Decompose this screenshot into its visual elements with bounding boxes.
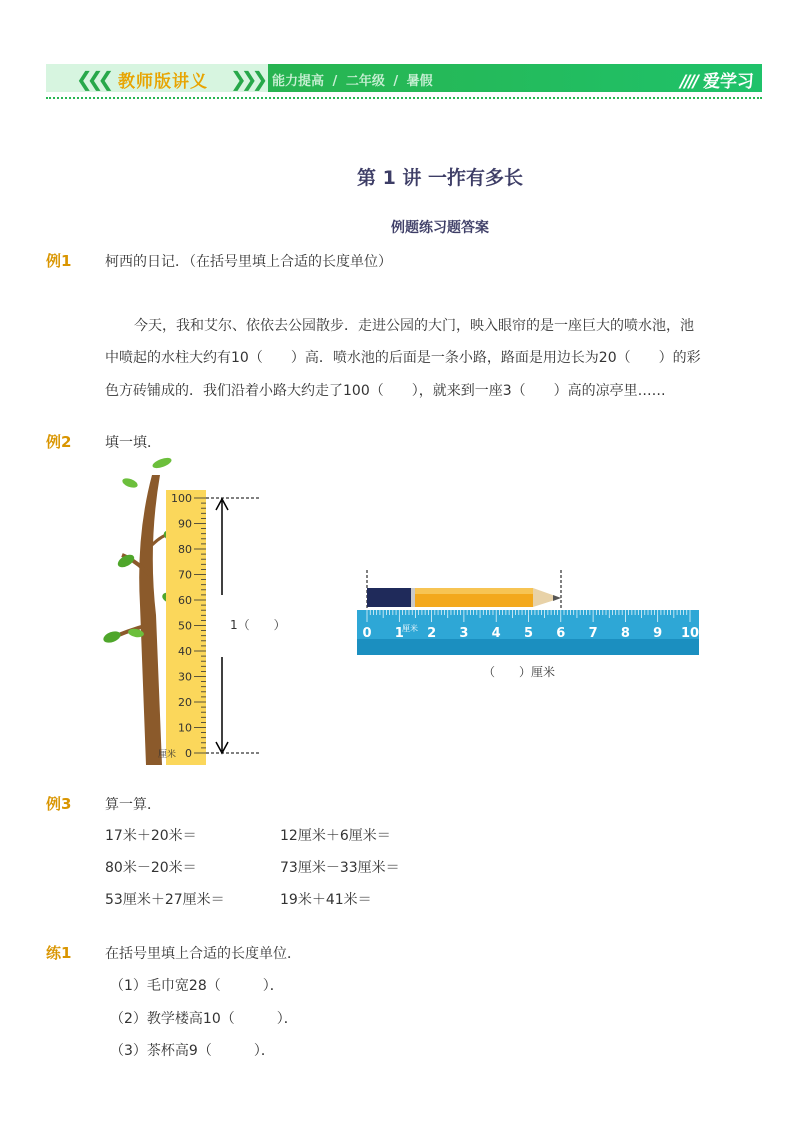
pencil-lead: [553, 595, 561, 601]
logo: [680, 67, 754, 92]
tree-ruler-figure: [100, 455, 330, 770]
pencil-eraser: [367, 588, 411, 607]
pencil-ruler-figure: [355, 565, 705, 685]
example1-prompt: 柯西的日记．（在括号里填上合适的长度单位）: [105, 254, 392, 270]
practice1-prompt: 在括号里填上合适的长度单位．: [105, 946, 301, 962]
page-title: 第 1 讲 一拃有多长: [356, 167, 524, 189]
practice1-item-1: （1）毛巾宽28（ ）．: [110, 978, 284, 994]
practice1-item-2: （2）教学楼高10（ ）．: [110, 1011, 298, 1027]
breadcrumb: [272, 70, 437, 89]
horizontal-ruler-label: 0: [362, 626, 372, 641]
pencil-band: [411, 588, 415, 607]
leaf: [151, 456, 173, 470]
horizontal-ruler-label: 1: [394, 626, 404, 641]
vertical-ruler-label: 90: [178, 517, 192, 531]
crumb-level: 能力提高: [272, 74, 325, 89]
page-subtitle: 例题练习题答案: [391, 220, 489, 236]
tree-trunk: [139, 475, 162, 765]
vertical-ruler-label: 20: [178, 696, 192, 709]
horizontal-ruler-label: 2: [427, 626, 437, 641]
example2-label: 例2: [46, 433, 72, 451]
vertical-ruler-label: 0: [185, 747, 192, 760]
horizontal-ruler-shade: [357, 639, 699, 655]
vertical-ruler-label: 30: [178, 670, 192, 684]
example3-prompt: 算一算．: [105, 797, 161, 813]
vertical-ruler-label: 10: [178, 721, 192, 735]
horizontal-ruler-label: 10: [680, 626, 700, 641]
calc-3: 80米－20米＝: [105, 860, 197, 876]
horizontal-ruler-label: 6: [556, 626, 566, 641]
horizontal-ruler-label: 4: [491, 626, 501, 641]
calc-5: 53厘米＋27厘米＝: [105, 892, 225, 908]
example1-label: 例1: [46, 252, 72, 270]
header-bar: [46, 64, 762, 92]
leaf: [121, 477, 139, 490]
horizontal-ruler-unit: 厘米: [402, 624, 418, 633]
header-divider: [46, 97, 762, 99]
crumb-term: 暑假: [406, 74, 433, 89]
logo-mark-icon: ////: [680, 72, 697, 92]
horizontal-ruler-label: 9: [653, 626, 663, 641]
vertical-ruler-label: 70: [178, 568, 192, 582]
practice1-item-3: （3）茶杯高9（ ）．: [110, 1043, 275, 1059]
example3-label: 例3: [46, 795, 72, 813]
header-title: 教师版讲义: [118, 72, 208, 92]
horizontal-ruler-label: 8: [620, 626, 630, 641]
vertical-ruler-label: 80: [178, 543, 192, 556]
crumb-sep: /: [332, 74, 338, 89]
crumb-grade: 二年级: [345, 74, 385, 89]
vertical-ruler-label: 60: [178, 594, 192, 607]
practice1-label: 练1: [46, 944, 72, 962]
vertical-ruler-label: 100: [171, 492, 192, 505]
measure-label: 1（ ）: [230, 618, 286, 632]
calc-1: 17米＋20米＝: [105, 828, 197, 844]
calc-2: 12厘米＋6厘米＝: [280, 828, 391, 844]
pencil-answer-label: （ ）厘米: [483, 665, 556, 679]
chevron-left-icon: ❮❮❮: [76, 67, 109, 91]
horizontal-ruler-label: 7: [588, 626, 598, 641]
calc-6: 19米＋41米＝: [280, 892, 372, 908]
logo-text: 爱学习: [703, 72, 754, 92]
example1-line-2: 中喷起的水柱大约有10（ ）高．喷水池的后面是一条小路，路面是用边长为20（ ）的彩: [105, 350, 701, 366]
crumb-sep: /: [393, 74, 399, 89]
pencil-body-stripe: [415, 588, 533, 594]
calc-4: 73厘米－33厘米＝: [280, 860, 400, 876]
vertical-ruler-label: 40: [178, 645, 192, 658]
header-title-box: [46, 64, 268, 92]
chevron-right-icon: ❯❯❯: [230, 67, 263, 91]
leaf: [102, 629, 122, 645]
example1-line-1: 今天，我和艾尔、依依去公园散步．走进公园的大门，映入眼帘的是一座巨大的喷水池，池: [134, 318, 694, 334]
vertical-ruler-unit: 厘米: [158, 750, 177, 760]
example1-line-3: 色方砖铺成的．我们沿着小路大约走了100（ ），就来到一座3（ ）高的凉亭里……: [105, 383, 666, 399]
horizontal-ruler-label: 3: [459, 626, 469, 641]
horizontal-ruler-label: 5: [523, 626, 534, 641]
vertical-ruler-label: 50: [178, 619, 192, 633]
example2-prompt: 填一填．: [105, 435, 161, 451]
